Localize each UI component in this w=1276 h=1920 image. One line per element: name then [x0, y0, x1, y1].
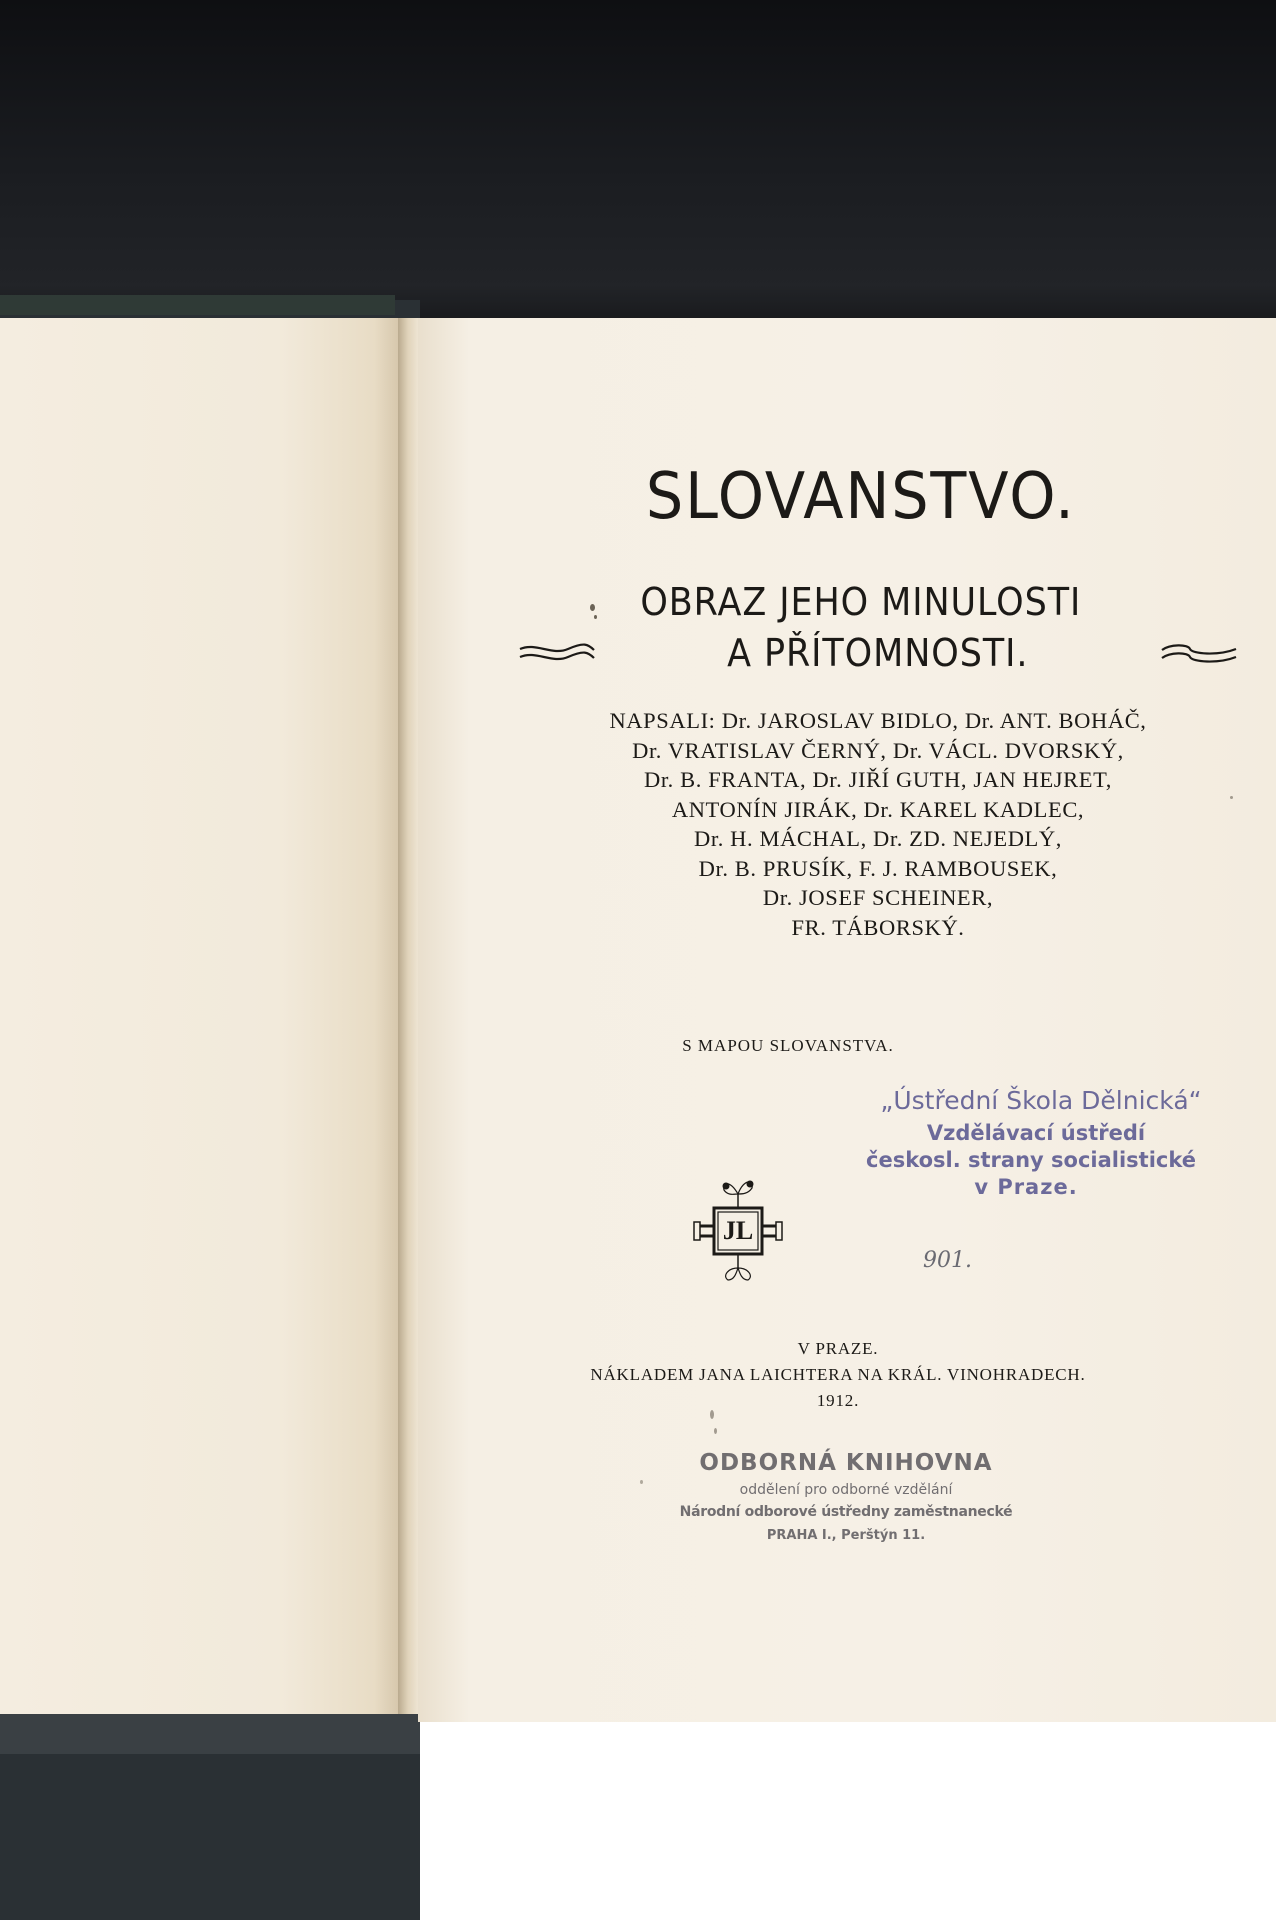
library-ink-stamp	[646, 1450, 1046, 1543]
title-page-content	[418, 318, 1276, 1722]
pencil-shelf-mark: 901.	[923, 1248, 972, 1273]
publisher-logo	[686, 1172, 790, 1284]
stamp-school-line-3: českosl. strany socialistické	[866, 1148, 1196, 1172]
stamp-library-line-3: Národní odborové ústředny zaměstnanecké	[679, 1504, 1013, 1520]
author-line: Dr. VRATISLAV ČERNÝ, Dr. VÁCL. DVORSKÝ,	[632, 737, 1124, 763]
paper-speck	[594, 615, 597, 619]
imprint-year: 1912.	[816, 1391, 860, 1410]
title-page	[418, 318, 1276, 1722]
author-line: FR. TÁBORSKÝ.	[791, 914, 965, 940]
paper-speck	[710, 1410, 714, 1419]
school-ink-stamp	[836, 1086, 1256, 1199]
author-line: Dr. JOSEF SCHEINER,	[762, 885, 994, 910]
stamp-school-line-1: „Ústřední Škola Dělnická“	[880, 1086, 1202, 1115]
author-line: NAPSALI: Dr. JAROSLAV BIDLO, Dr. ANT. BOHÁČ,	[609, 708, 1147, 733]
author-list	[518, 706, 1238, 942]
subtitle-line-2-row	[518, 628, 1238, 678]
book-title: SLOVANSTVO.	[645, 460, 1076, 534]
imprint-city: V PRAZE.	[797, 1339, 879, 1358]
subtitle-line-2: A PŘÍTOMNOSTI.	[727, 631, 1029, 675]
dark-background	[0, 0, 1276, 325]
author-line: ANTONÍN JIRÁK, Dr. KAREL KADLEC,	[671, 796, 1085, 822]
paper-speck	[590, 604, 595, 611]
paper-speck	[640, 1480, 643, 1484]
map-note: S MAPOU SLOVANSTVA.	[682, 1036, 894, 1055]
publisher-logo-letters: JL	[722, 1216, 754, 1245]
author-line: Dr. H. MÁCHAL, Dr. ZD. NEJEDLÝ,	[694, 826, 1062, 851]
right-swash-ornament	[1160, 640, 1238, 666]
stamp-library-line-4: PRAHA I., Perštýn 11.	[766, 1528, 926, 1543]
author-line: Dr. B. PRUSÍK, F. J. RAMBOUSEK,	[698, 855, 1058, 881]
cover-edge-top	[0, 295, 395, 315]
stamp-school-line-4: v Praze.	[974, 1175, 1078, 1199]
paper-speck	[1230, 796, 1233, 799]
author-line: Dr. B. FRANTA, Dr. JIŘÍ GUTH, JAN HEJRET,	[643, 767, 1112, 792]
stamp-library-line-1: ODBORNÁ KNIHOVNA	[699, 1450, 993, 1476]
subtitle-line-1: OBRAZ JEHO MINULOSTI	[640, 580, 1082, 624]
imprint	[418, 1336, 1218, 1414]
cover-edge-bottom	[0, 1714, 420, 1754]
book-gutter	[398, 318, 420, 1720]
left-swash-ornament	[518, 640, 596, 666]
paper-speck	[714, 1428, 717, 1434]
stamp-library-line-2: oddělení pro odborné vzdělání	[739, 1482, 953, 1498]
left-page-blank	[0, 318, 398, 1718]
imprint-publisher: NÁKLADEM JANA LAICHTERA NA KRÁL. VINOHRADECH.	[590, 1365, 1086, 1384]
stamp-school-line-2: Vzdělávací ústředí	[926, 1121, 1146, 1145]
